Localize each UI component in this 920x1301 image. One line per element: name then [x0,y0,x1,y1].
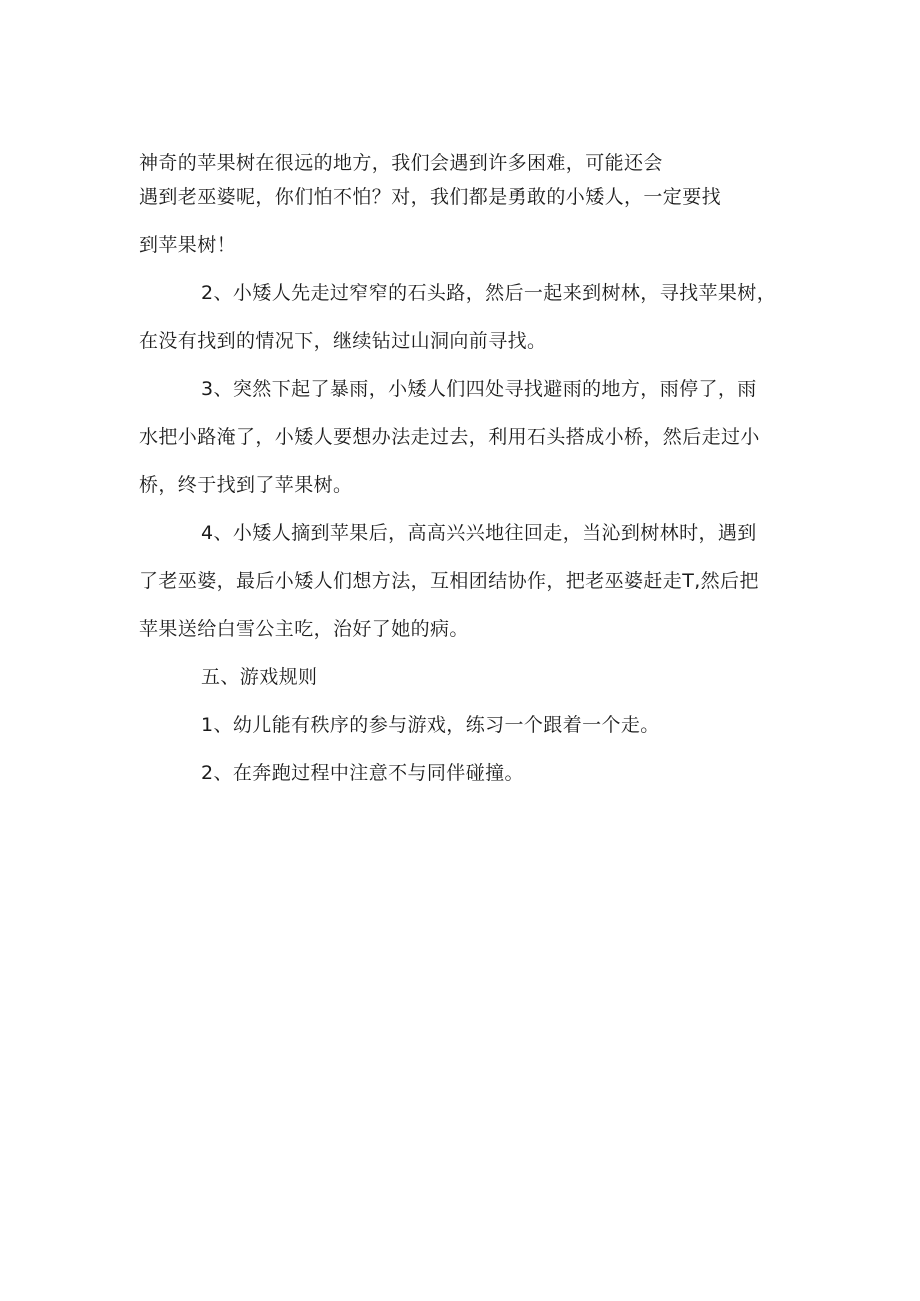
paragraph-line: 1、幼儿能有秩序的参与游戏，练习一个跟着一个走。 [201,714,660,736]
paragraph-line: 到苹果树！ [139,234,237,256]
paragraph-line: 2、小矮人先走过窄窄的石头路，然后一起来到树林，寻找苹果树， [201,282,777,304]
paragraph-line: 桥，终于找到了苹果树。 [139,474,353,496]
section-heading: 五、游戏规则 [201,666,318,688]
paragraph-line: 遇到老巫婆呢，你们怕不怕？对，我们都是勇敢的小矮人，一定要找 [139,186,722,208]
paragraph-line: 苹果送给白雪公主吃，治好了她的病。 [139,618,469,640]
paragraph-line: 水把小路淹了，小矮人要想办法走过去，利用石头搭成小桥，然后走过小 [139,426,760,448]
paragraph-line: 神奇的苹果树在很远的地方，我们会遇到许多困难，可能还会 [139,152,663,174]
paragraph-line: 了老巫婆，最后小矮人们想方法，互相团结协作，把老巫婆赶走T,然后把 [139,570,759,592]
paragraph-line: 2、在奔跑过程中注意不与同伴碰撞。 [201,762,524,784]
paragraph-line: 3、突然下起了暴雨，小矮人们四处寻找避雨的地方，雨停了，雨 [201,378,757,400]
paragraph-line: 在没有找到的情况下，继续钻过山洞向前寻找。 [139,330,547,352]
paragraph-line: 4、小矮人摘到苹果后，高高兴兴地往回走，当沁到树林时，遇到 [201,522,757,544]
